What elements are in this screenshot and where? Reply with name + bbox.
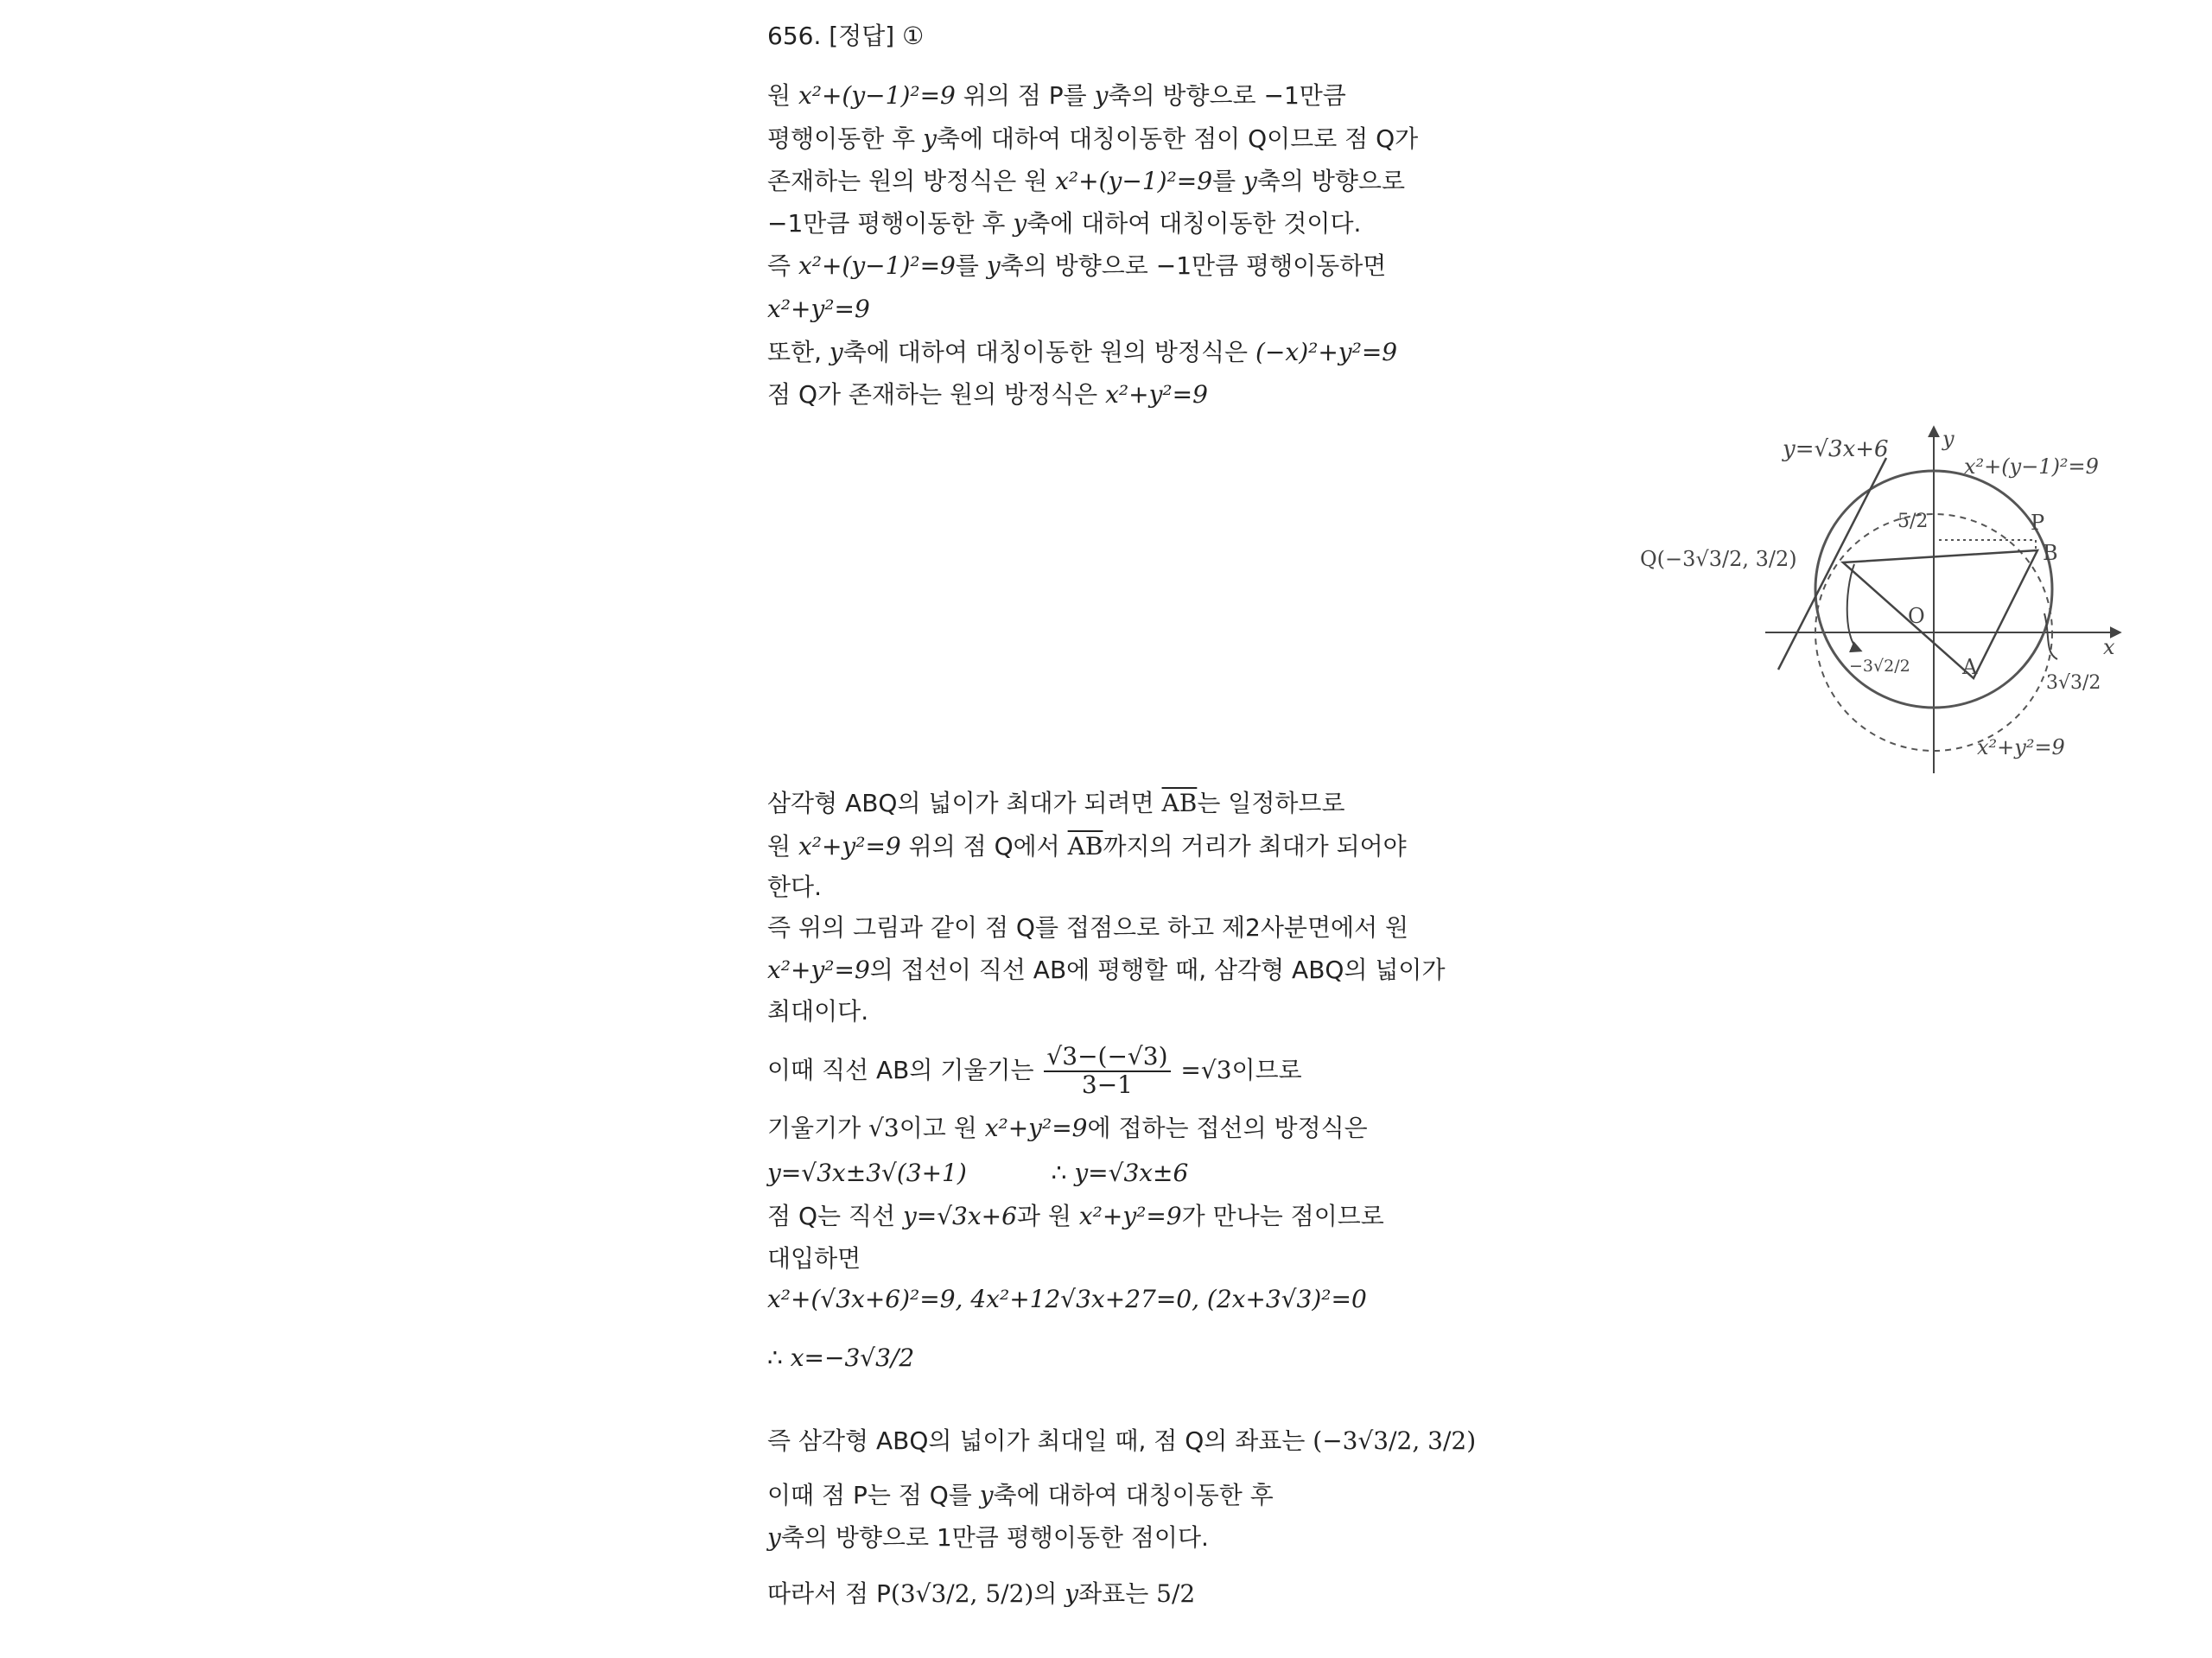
- label-circle1: x²+(y−1)²=9: [1964, 454, 2099, 479]
- text: 의: [1033, 1579, 1065, 1608]
- text: 축에 대하여 대칭이동한 것이다.: [1027, 209, 1362, 238]
- text: 축의 방향으로: [1256, 167, 1406, 195]
- text: 존재하는 원의 방정식은 원: [767, 167, 1056, 195]
- text: 까지의 거리가 최대가 되어야: [1103, 832, 1407, 861]
- slope-fraction: [1044, 1044, 1170, 1099]
- text-line-5: [767, 249, 1386, 283]
- var-y: y: [1094, 81, 1109, 110]
- label-neg-3rt2-over-2: −3√2/2: [1849, 657, 1910, 676]
- text: 과 원: [1016, 1202, 1079, 1230]
- label-a: A: [1962, 655, 1978, 679]
- text: 축에 대하여 대칭이동한 후: [993, 1481, 1274, 1509]
- label-line: y=√3x+6: [1783, 436, 1889, 462]
- label-x-axis: x: [2103, 635, 2115, 659]
- solution-document: [767, 0, 2115, 1658]
- text-line-2: [767, 122, 1418, 156]
- text: 점 Q가 존재하는 원의 방정식은: [767, 380, 1106, 409]
- equation: y=√3x±3√(3+1): [767, 1159, 967, 1187]
- text-line-3: [767, 164, 1405, 199]
- answer-value: 5/2: [1156, 1579, 1196, 1608]
- fraction-denominator: 3−1: [1081, 1070, 1133, 1099]
- fraction-numerator: √3−(−√3): [1044, 1044, 1170, 1072]
- answer-mark: ①: [902, 22, 925, 50]
- text: 이때 점 P는 점 Q를: [767, 1481, 980, 1509]
- var-y: y: [767, 1523, 781, 1552]
- text-line-16: [767, 1111, 1368, 1146]
- p-coordinate: (3√3/2, 5/2): [890, 1579, 1034, 1608]
- text: 는 일정하므로: [1197, 789, 1345, 817]
- answer-label: [정답]: [829, 22, 895, 50]
- text: 이므로: [1231, 1055, 1302, 1084]
- label-3rt3-over-2: 3√3/2: [2046, 672, 2101, 694]
- slope-value: √3: [1200, 1055, 1232, 1084]
- equation: (−x)²+y²=9: [1255, 338, 1398, 366]
- q-coordinate: (−3√3/2, 3/2): [1313, 1426, 1477, 1455]
- equation: x²+y²=9: [767, 956, 870, 984]
- text: 이때 직선 AB의 기울기는: [767, 1055, 1042, 1084]
- text: 즉: [767, 251, 798, 280]
- label-b: B: [2043, 541, 2058, 565]
- equation: x²+y²=9: [798, 832, 901, 861]
- equation: 4x²+12√3x+27=0,: [970, 1285, 1199, 1313]
- text: 삼각형 ABQ의 넓이가 최대가 되려면: [767, 789, 1162, 817]
- text: 원: [767, 81, 798, 110]
- text: 점 Q는 직선: [767, 1202, 903, 1230]
- equation: y=√3x±6: [1074, 1159, 1189, 1187]
- text-line-21: [767, 1341, 914, 1375]
- text: 또한,: [767, 338, 830, 366]
- text: −1만큼 평행이동한 후: [767, 209, 1014, 238]
- label-y-axis: y: [1942, 427, 1955, 451]
- text-line-15: 이때 직선 AB의 기울기는 $\frac{√3-(-√3)}{3-1}$ =√3이므로: [767, 1042, 1302, 1099]
- text: 좌표는: [1078, 1579, 1157, 1608]
- text-line-4: [767, 206, 1361, 241]
- text: 위의 점 Q에서: [900, 832, 1068, 861]
- text: 축의 방향으로 −1만큼 평행이동하면: [1000, 251, 1387, 280]
- equation: (2x+3√3)²=0: [1206, 1285, 1367, 1313]
- text: 기울기가: [767, 1114, 869, 1142]
- equation: x=−3√3/2: [790, 1344, 915, 1372]
- problem-number: 656.: [767, 22, 822, 50]
- text: 즉 삼각형 ABQ의 넓이가 최대일 때, 점 Q의 좌표는: [767, 1426, 1313, 1455]
- text-line-18: [767, 1199, 1384, 1234]
- text: 를: [1212, 167, 1244, 195]
- segment-ab: $\overline{AB}$: [1067, 832, 1103, 861]
- equation: x²+(y−1)²=9: [798, 251, 956, 280]
- text: 이고 원: [899, 1114, 985, 1142]
- text-line-14: [767, 994, 868, 1029]
- text: 를: [955, 251, 987, 280]
- equation: x²+y²=9: [1105, 380, 1208, 409]
- header: [767, 19, 924, 54]
- text: 에 접하는 접선의 방정식은: [1087, 1114, 1368, 1142]
- text-line-7: [767, 335, 1397, 370]
- text-line-24: [767, 1521, 1209, 1555]
- equation: x²+(√3x+6)²=9,: [767, 1285, 963, 1313]
- label-origin: O: [1908, 604, 1925, 628]
- text-line-23: [767, 1478, 1274, 1513]
- label-p: P: [2031, 511, 2045, 535]
- equation: x²+(y−1)²=9: [1055, 167, 1213, 195]
- text: 위의 점 P를: [963, 81, 1095, 110]
- var-y: y: [979, 1481, 994, 1509]
- therefore-symbol: ∴: [767, 1344, 783, 1372]
- text-line-8: [767, 378, 1208, 412]
- text: 축에 대하여 대칭이동한 점이 Q이므로 점 Q가: [936, 124, 1419, 153]
- text-line-10: [767, 829, 1407, 864]
- equation: x²+(y−1)²=9: [798, 81, 956, 110]
- text: 최대이다.: [767, 997, 869, 1026]
- var-y: y: [923, 124, 937, 153]
- text-line-19: [767, 1242, 861, 1276]
- text-line-25: [767, 1577, 1195, 1611]
- segment-ab: $\overline{AB}$: [1161, 789, 1198, 817]
- text-line-6: [767, 292, 870, 327]
- var-y: y: [1065, 1579, 1079, 1608]
- text-line-12: [767, 911, 1408, 945]
- text: 축의 방향으로 −1만큼: [1108, 81, 1346, 110]
- equation: x²+y²=9: [767, 295, 870, 323]
- label-q: Q(−3√3/2, 3/2): [1640, 547, 1797, 571]
- text: 대입하면: [767, 1244, 861, 1273]
- text: 의 접선이 직선 AB에 평행할 때, 삼각형 ABQ의 넓이가: [869, 956, 1446, 984]
- therefore-symbol: ∴: [1051, 1159, 1067, 1187]
- equation: x²+y²=9: [1078, 1202, 1182, 1230]
- text-line-13: [767, 953, 1446, 988]
- text: 원: [767, 832, 798, 861]
- equation: y=√3x+6: [902, 1202, 1017, 1230]
- text-line-9: [767, 786, 1345, 821]
- var-y: y: [1243, 167, 1257, 195]
- var-y: y: [986, 251, 1001, 280]
- var-y: y: [1013, 209, 1027, 238]
- text: 축의 방향으로 1만큼 평행이동한 점이다.: [780, 1523, 1209, 1552]
- text: 한다.: [767, 873, 822, 901]
- text: 평행이동한 후: [767, 124, 924, 153]
- text: 따라서 점 P: [767, 1579, 891, 1608]
- text-line-17: [767, 1156, 1188, 1191]
- label-5-over-2: 5/2: [1897, 511, 1929, 532]
- circle-diagram: [1640, 419, 2124, 782]
- text: 가 만나는 점이므로: [1181, 1202, 1384, 1230]
- text-line-1: [767, 79, 1346, 113]
- equation: x²+y²=9: [984, 1114, 1088, 1142]
- text-line-11: [767, 870, 822, 905]
- slope-value: √3: [868, 1114, 899, 1142]
- var-y: y: [829, 338, 843, 366]
- text: 축에 대하여 대칭이동한 원의 방정식은: [842, 338, 1256, 366]
- text-line-20: [767, 1282, 1367, 1317]
- text: 즉 위의 그림과 같이 점 Q를 접점으로 하고 제2사분면에서 원: [767, 913, 1409, 942]
- label-circle0: x²+y²=9: [1977, 735, 2065, 759]
- text-line-22: [767, 1424, 1476, 1458]
